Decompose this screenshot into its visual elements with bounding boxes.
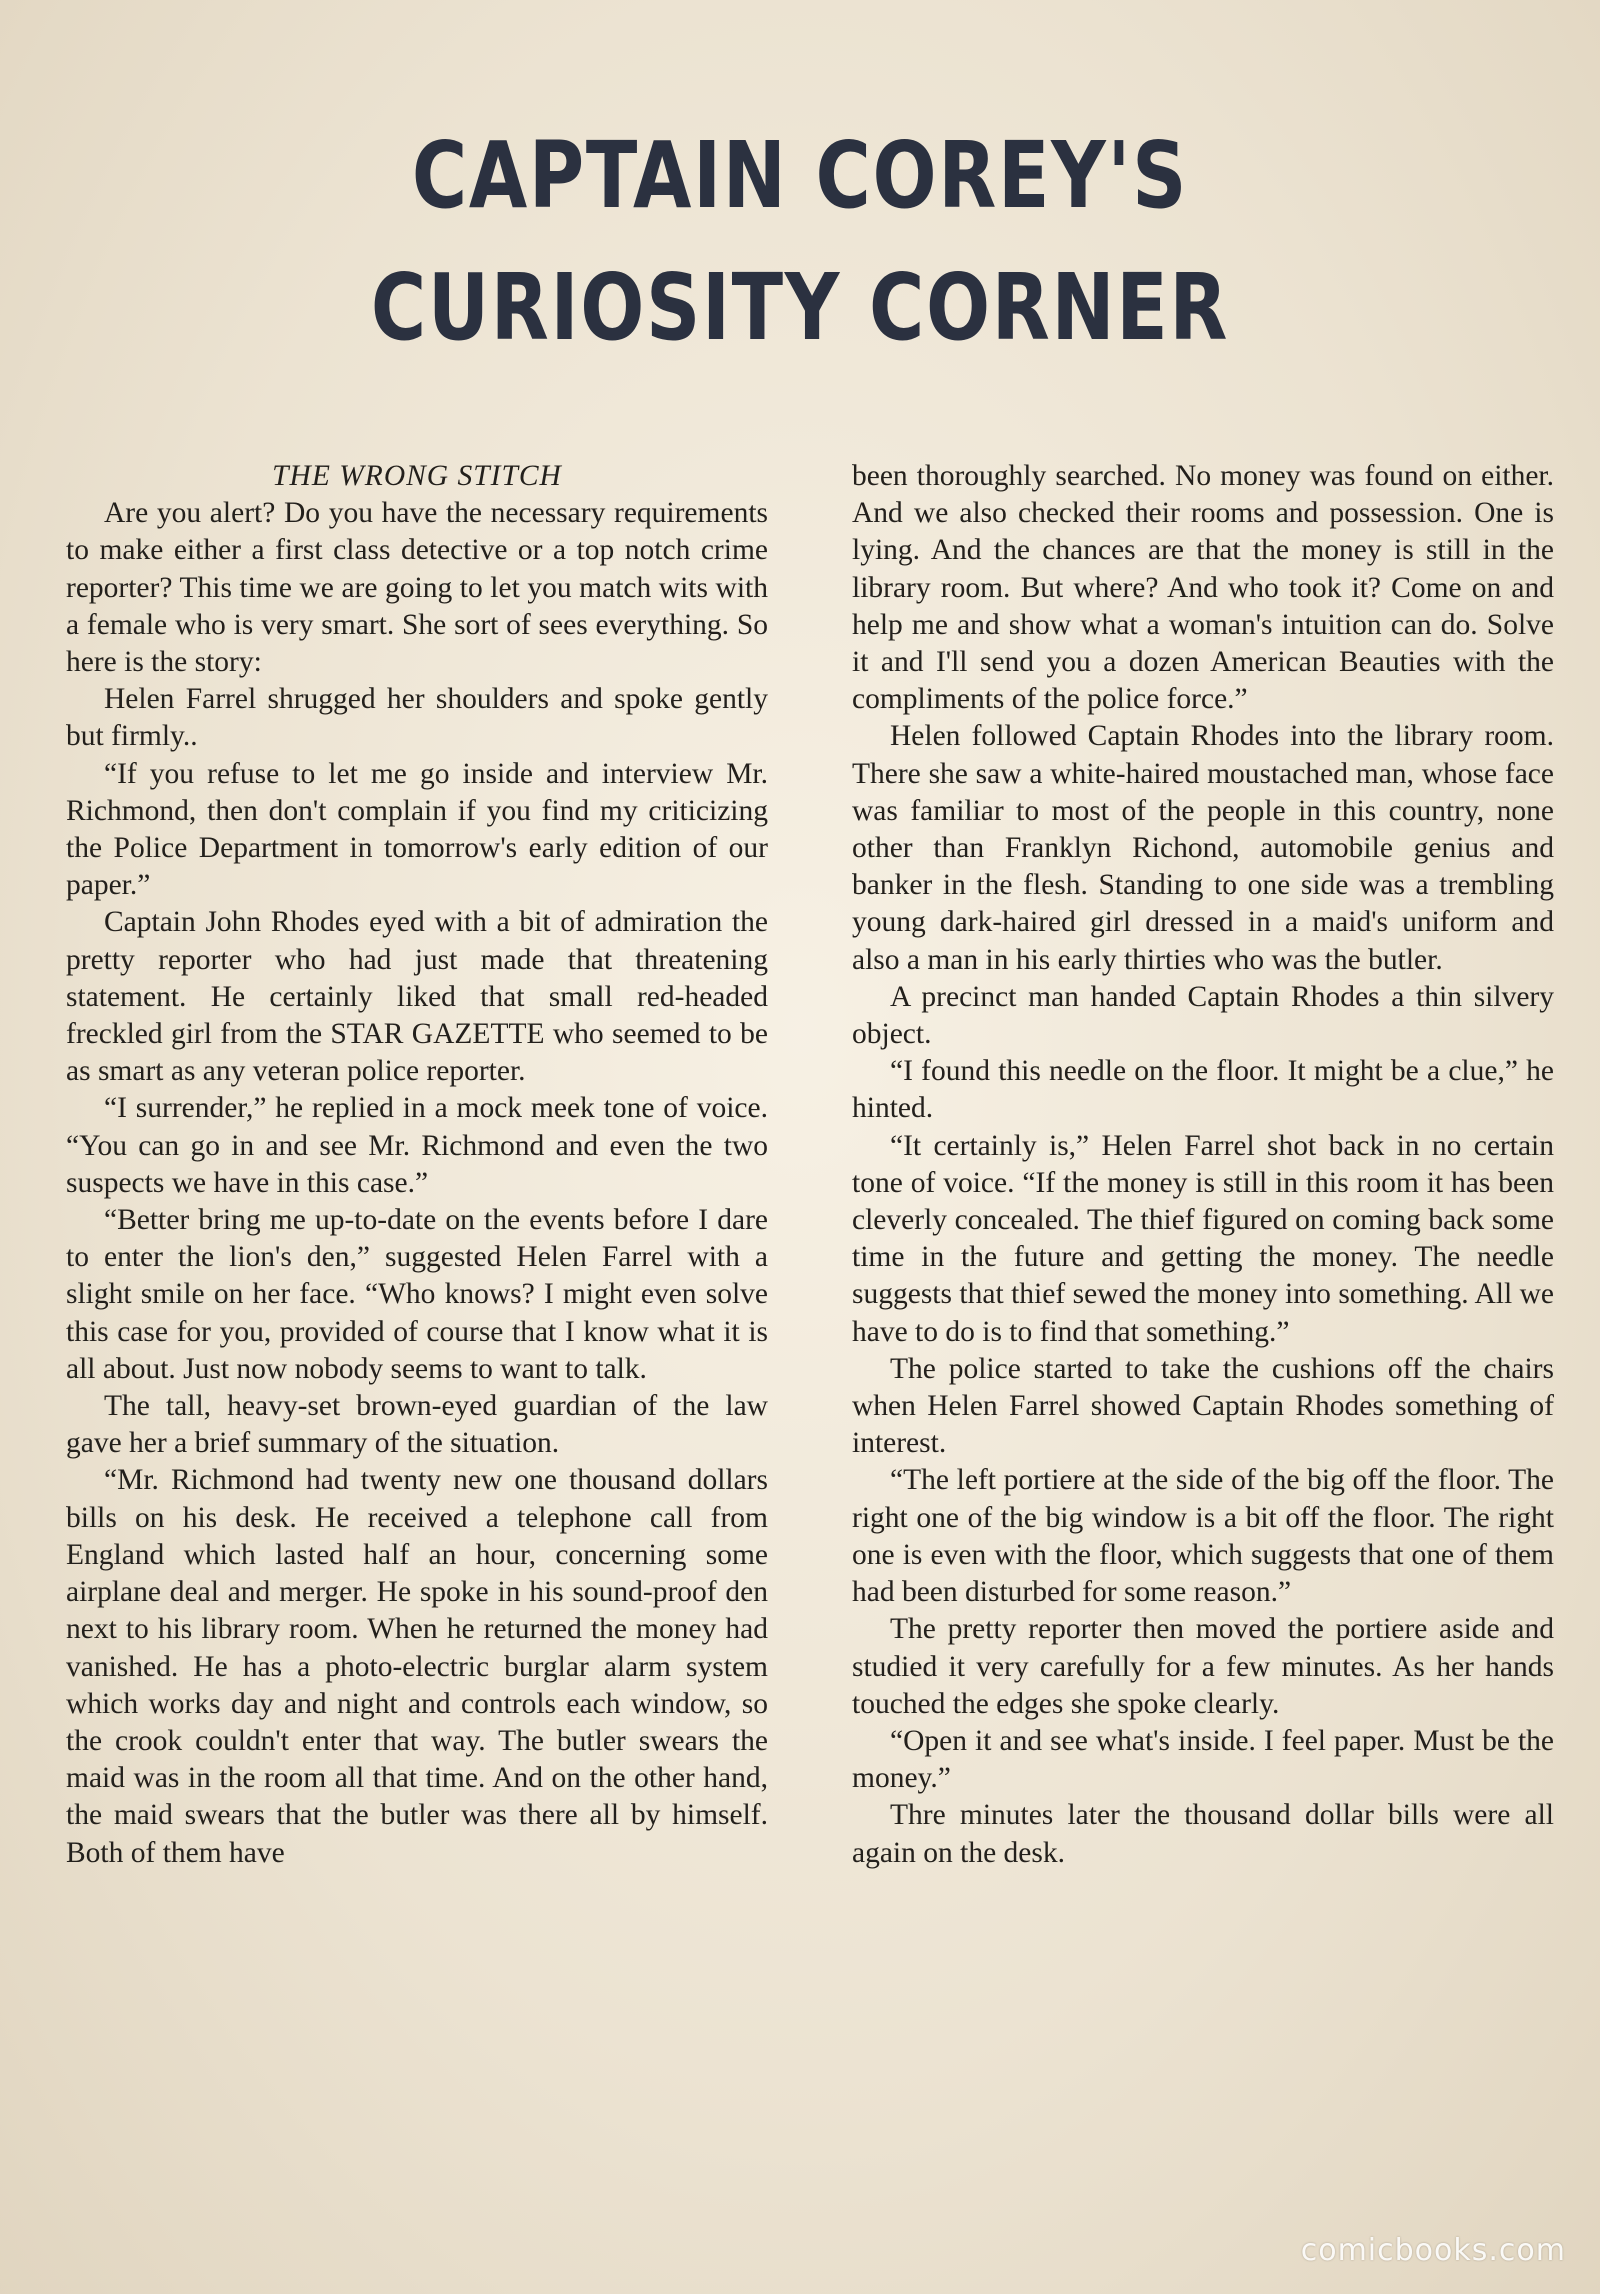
paragraph: Thre minutes later the thousand dollar bills were all again on the desk. [852, 1799, 1554, 1869]
paragraph: “Better bring me up-to-date on the events before I dare to enter the lion's den,” suggested Helen Farrel with a slight smile on her face. “Who knows? I might even solve this case for you, provided of course that I know what it is all about. Just now nobody seems to want to talk. [66, 1204, 768, 1385]
paragraph: The police started to take the cushions off the chairs when Helen Farrel showed Captain Rhodes something of interest. [852, 1352, 1554, 1460]
paragraph: “If you refuse to let me go inside and interview Mr. Richmond, then don't complain if you find my criticizing the Police Department in tomorrow's early edition of our paper.” [66, 757, 768, 902]
right-column [852, 458, 1554, 1872]
paragraph: “I found this needle on the floor. It might be a clue,” he hinted. [852, 1055, 1554, 1125]
paragraph-continuation: been thoroughly searched. No money was found on either. And we also checked their rooms and possession. One is lying. And the chances are that the money is still in the library room. But where? And who took it? Come on and help me and show what a woman's intuition can do. Solve it and I'll send you a dozen American Beauties with the compliments of the police force.” [852, 460, 1554, 716]
story-heading: THE WRONG STITCH [272, 460, 562, 492]
paragraph: The pretty reporter then moved the portiere aside and studied it very carefully for a few minutes. As her hands touched the edges she spoke clearly. [852, 1613, 1554, 1720]
paragraph: Captain John Rhodes eyed with a bit of admiration the pretty reporter who had just made that threatening statement. He certainly liked that small red-headed freckled girl from the STAR GAZETTE who seemed to be as smart as any veteran police reporter. [66, 906, 768, 1088]
paragraph: “I surrender,” he replied in a mock meek tone of voice. “You can go in and see Mr. Richmond and even the two suspects we have in this case.” [66, 1092, 768, 1199]
paragraph: “It certainly is,” Helen Farrel shot back in no certain tone of voice. “If the money is still in this room it has been cleverly concealed. The thief figured on coming back some time in the future and getting the money. The needle suggests that thief sewed the money into something. All we have to do is to find that something.” [852, 1129, 1554, 1348]
paragraph: A precinct man handed Captain Rhodes a thin silvery object. [852, 980, 1554, 1051]
paragraph: “Mr. Richmond had twenty new one thousand dollars bills on his desk. He received a telephone call from England which lasted half an hour, concerning some airplane deal and merger. He spoke in his sound-proof den next to his library room. When he returned the money had vanished. He has a photo-electric burglar alarm system which works day and night and controls each window, so the crook couldn't enter that way. The butler swears the maid was in the room all that time. And on the other hand, the maid swears that the butler was there all by himself. Both of them have [66, 1464, 768, 1869]
title-line-1: CAPTAIN COREY'S [411, 122, 1189, 229]
paragraph: Are you alert? Do you have the necessary requirements to make either a first class detective or a top notch crime reporter? This time we are going to let you match wits with a female who is very smart. She sort of sees everything. So here is the story: [66, 497, 768, 679]
page-title [144, 110, 1456, 374]
paragraph: The tall, heavy-set brown-eyed guardian of the law gave her a brief summary of the situation. [66, 1390, 768, 1460]
paragraph: “Open it and see what's inside. I feel paper. Must be the money.” [852, 1724, 1554, 1795]
left-column [66, 458, 768, 1872]
paragraph: Helen Farrel shrugged her shoulders and spoke gently but firmly.. [66, 683, 768, 753]
title-line-2: CURIOSITY CORNER [370, 254, 1230, 361]
paragraph: “The left portiere at the side of the big off the floor. The right one of the big window is a bit off the floor. The right one is even with the floor, which suggests that one of them had been disturbed for some reason.” [852, 1464, 1554, 1609]
paragraph: Helen followed Captain Rhodes into the library room. There she saw a white-haired moustached man, whose face was familiar to most of the people in this country, none other than Franklyn Richond, automobile genius and banker in the flesh. Standing to one side was a trembling young dark-haired girl dressed in a maid's uniform and also a man in his early thirties who was the butler. [852, 720, 1554, 976]
watermark: comicbooks.com [1300, 2233, 1566, 2268]
